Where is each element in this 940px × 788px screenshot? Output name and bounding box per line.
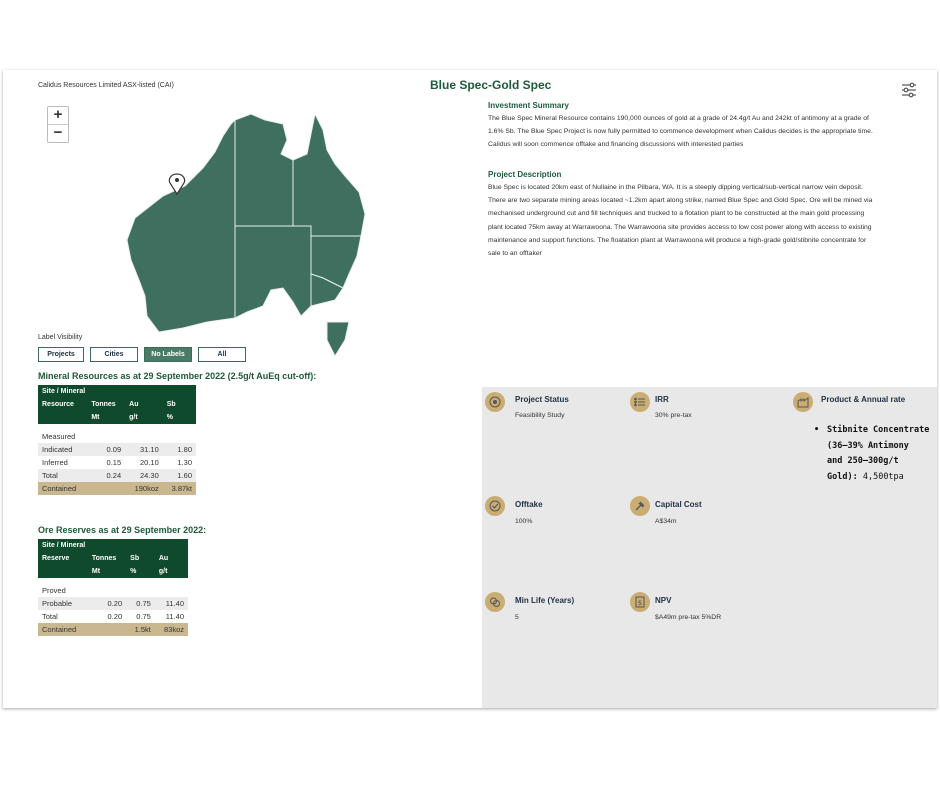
ore-reserves-table — [38, 539, 188, 636]
irr-value: 30% pre-tax — [655, 412, 692, 419]
capital-cost-title: Capital Cost — [655, 500, 702, 509]
offtake-value: 100% — [515, 518, 533, 525]
npv-title: NPV — [655, 596, 672, 605]
mine-life-title: Min Life (Years) — [515, 596, 575, 605]
project-status-title: Project Status — [515, 395, 569, 404]
col-unit: Mt — [87, 411, 125, 424]
col-header: Reserve — [38, 552, 88, 565]
region-northern-territory — [235, 114, 293, 226]
coins-icon — [485, 592, 505, 612]
npv-value: $A49m pre-tax 5%DR — [655, 614, 722, 621]
cities-button[interactable]: Cities — [90, 347, 138, 362]
table-row: Probable 0.20 0.75 11.40 — [38, 597, 188, 610]
col-header: Tonnes — [88, 552, 126, 565]
filter-settings-icon[interactable] — [901, 82, 917, 98]
investment-summary-heading: Investment Summary — [488, 101, 569, 110]
table-row: Measured — [42, 432, 76, 441]
table-row: Inferred 0.15 20.10 1.30 — [42, 458, 192, 467]
table-header-site: Site / Mineral — [38, 385, 196, 398]
product-title: Product & Annual rate — [821, 395, 906, 404]
table-row: Indicated 0.09 31.10 1.80 — [38, 443, 196, 456]
col-header: Sb — [126, 552, 155, 565]
zoom-control — [47, 106, 69, 143]
company-name: Calidus Resources Limited ASX-listed (CAI) — [38, 82, 174, 89]
svg-text:$: $ — [637, 599, 643, 607]
mineral-resources-title: Mineral Resources as at 29 September 2022 (2.5g/t AuEq cut-off): — [38, 371, 317, 381]
project-description-text: Blue Spec is located 20km east of Nullaine in the Pilbara, WA. It is a steeply dipping vertical/sub-vertical narrow vein deposit. There are two separate mining areas located ~1.2km apart along strike, named Blue Spec and Gold Spec. Ore will be mined via mechanised underground cut and fill techniques and trucked to a flotation plant to be constructed at the main gold processing plant located 75km away at Warrawoona. The Warrawoona site provides access to low cost power along with access to existing maintenance and support functions. The floatation plant at Warrawoona will produce a high-grade gold/stibnite concentrate for sale to an offtaker — [488, 184, 873, 258]
table-row: Total 0.20 0.75 11.40 — [42, 612, 184, 621]
ore-reserves-title: Ore Reserves as at 29 September 2022: — [38, 525, 207, 535]
mine-life-value: 5 — [515, 614, 519, 621]
col-unit: g/t — [155, 565, 188, 578]
offtake-title: Offtake — [515, 500, 543, 509]
project-status-value: Feasibility Study — [515, 412, 565, 419]
table-row-contained: Contained 190koz 3.87kt — [38, 482, 196, 495]
table-row: Proved — [42, 586, 66, 595]
label-visibility-title: Label Visibility — [38, 334, 83, 341]
project-description-heading: Project Description — [488, 170, 562, 179]
col-header: Resource — [38, 398, 87, 411]
irr-title: IRR — [655, 395, 669, 404]
investment-summary-text: The Blue Spec Mineral Resource contains 190,000 ounces of gold at a grade of 24.4g/t Au and 242kt of antimony at a grade of 1.6% Sb. The Blue Spec Project is now fully permitted to commence development when Calidus decides is the appropriate time. Calidus will soon commence offtake and financing discussions with interested parties — [488, 115, 873, 149]
project-title: Blue Spec-Gold Spec — [430, 78, 552, 92]
zoom-out-button[interactable]: − — [48, 124, 68, 142]
kpi-panel — [482, 387, 937, 708]
no-labels-button[interactable]: No Labels — [144, 347, 192, 362]
label-visibility-buttons — [38, 347, 246, 362]
capital-cost-value: A$34m — [655, 518, 677, 525]
factory-icon — [793, 392, 813, 412]
hammer-icon — [630, 496, 650, 516]
region-queensland — [293, 114, 365, 236]
target-icon — [485, 392, 505, 412]
col-unit: g/t — [125, 411, 163, 424]
list-icon — [630, 392, 650, 412]
region-western-australia — [127, 120, 235, 332]
col-unit: % — [163, 411, 196, 424]
check-icon — [485, 496, 505, 516]
col-header: Sb — [163, 398, 196, 411]
region-tasmania — [327, 322, 349, 356]
col-unit: % — [126, 565, 155, 578]
col-unit: Mt — [88, 565, 126, 578]
table-row-contained: Contained 1.5kt 83koz — [38, 623, 188, 636]
col-header: Au — [125, 398, 163, 411]
dollar-doc-icon — [630, 592, 650, 612]
col-header: Au — [155, 552, 188, 565]
all-button[interactable]: All — [198, 347, 246, 362]
region-south-australia — [235, 226, 311, 318]
col-unit — [38, 565, 88, 578]
table-row: Total 0.24 24.30 1.60 — [38, 469, 196, 482]
dashboard-panel — [3, 70, 937, 708]
product-list-item: • Stibnite Concentrate (36–39% Antimony and 250–300g/t Gold): 4,500tpa — [814, 425, 930, 482]
mineral-resources-table — [38, 385, 196, 495]
projects-button[interactable]: Projects — [38, 347, 84, 362]
col-header: Tonnes — [87, 398, 125, 411]
col-unit — [38, 411, 87, 424]
zoom-in-button[interactable]: + — [53, 106, 63, 123]
table-header-site: Site / Mineral — [38, 539, 188, 552]
australia-map[interactable] — [123, 110, 373, 356]
